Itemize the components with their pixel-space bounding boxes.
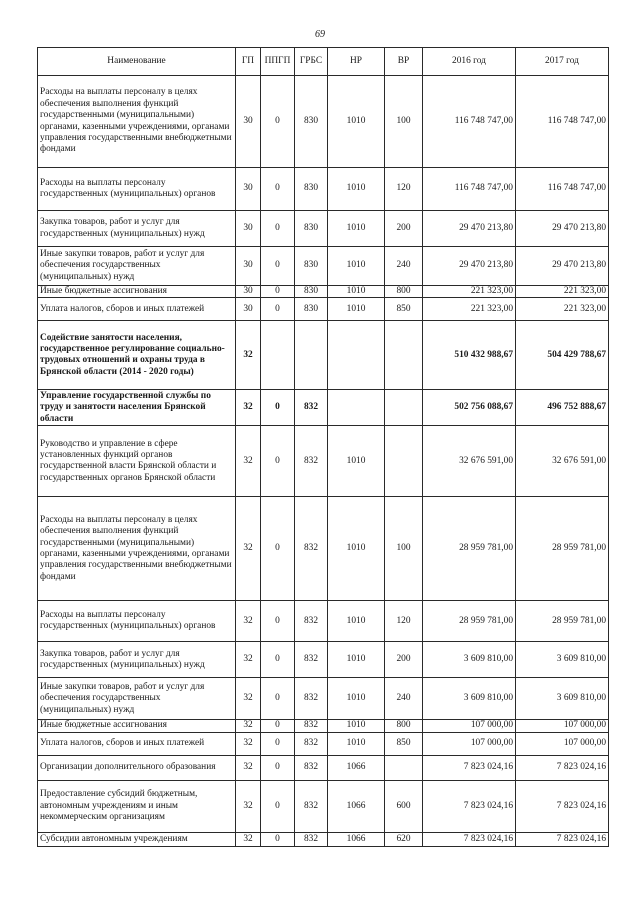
table-row [38,390,609,426]
cell-vr: 240 [385,678,423,720]
cell-2017: 3 609 810,00 [516,642,609,678]
cell-2016: 107 000,00 [423,720,516,732]
cell-grbs: 832 [295,678,328,720]
cell-ppgp [261,321,295,390]
cell-ppgp: 0 [261,76,295,168]
cell-ppgp: 0 [261,390,295,426]
cell-2017: 3 609 810,00 [516,678,609,720]
cell-nr: 1010 [328,298,385,321]
cell-gp: 30 [236,211,261,247]
cell-nr: 1010 [328,286,385,298]
cell-grbs: 832 [295,426,328,497]
cell-vr [385,321,423,390]
cell-2017: 107 000,00 [516,732,609,755]
cell-2017: 116 748 747,00 [516,168,609,211]
table-row [38,168,609,211]
cell-nr: 1010 [328,168,385,211]
cell-name: Предоставление субсидий бюджетным, автономным учреждениям и иным некоммерческим организациям [38,780,236,832]
cell-name: Субсидии автономным учреждениям [38,832,236,846]
cell-name: Руководство и управление в сфере установленных функций органов государственной власти Брянской области и государственных органов Брянской области [38,426,236,497]
cell-name: Расходы на выплаты персоналу в целях обеспечения выполнения функций государственными (муниципальными) органами, казенными учреждениями, органами управления государственными внебюджетными фондами [38,497,236,601]
cell-name: Иные закупки товаров, работ и услуг для обеспечения государственных (муниципальных) нужд [38,247,236,286]
cell-name: Расходы на выплаты персоналу в целях обеспечения выполнения функций государственными (муниципальными) органами, казенными учреждениями, органами управления государственными внебюджетными фондами [38,76,236,168]
cell-2016: 7 823 024,16 [423,755,516,780]
header-vr: ВР [385,48,423,76]
cell-2016: 7 823 024,16 [423,832,516,846]
cell-name: Уплата налогов, сборов и иных платежей [38,298,236,321]
cell-ppgp: 0 [261,168,295,211]
cell-gp: 32 [236,642,261,678]
cell-name: Содействие занятости населения, государственное регулирование социально-трудовых отношений и охраны труда в Брянской области (2014 - 2020 годы) [38,321,236,390]
cell-2016: 28 959 781,00 [423,601,516,642]
cell-2017: 28 959 781,00 [516,497,609,601]
cell-nr: 1010 [328,720,385,732]
cell-2016: 32 676 591,00 [423,426,516,497]
cell-grbs: 830 [295,247,328,286]
cell-grbs: 830 [295,211,328,247]
cell-name: Закупка товаров, работ и услуг для государственных (муниципальных) нужд [38,211,236,247]
cell-ppgp: 0 [261,642,295,678]
cell-2016: 107 000,00 [423,732,516,755]
cell-gp: 32 [236,321,261,390]
cell-grbs: 830 [295,298,328,321]
table-row [38,642,609,678]
cell-nr: 1010 [328,642,385,678]
cell-2017: 28 959 781,00 [516,601,609,642]
cell-gp: 30 [236,298,261,321]
cell-gp: 32 [236,732,261,755]
table-row [38,321,609,390]
cell-name: Иные закупки товаров, работ и услуг для обеспечения государственных (муниципальных) нужд [38,678,236,720]
cell-2017: 29 470 213,80 [516,211,609,247]
cell-name: Иные бюджетные ассигнования [38,720,236,732]
cell-nr: 1010 [328,426,385,497]
cell-nr: 1010 [328,678,385,720]
cell-nr: 1010 [328,76,385,168]
cell-ppgp: 0 [261,286,295,298]
cell-vr: 800 [385,720,423,732]
cell-ppgp: 0 [261,426,295,497]
cell-2017: 7 823 024,16 [516,780,609,832]
cell-vr [385,390,423,426]
table-row [38,780,609,832]
cell-grbs: 830 [295,286,328,298]
header-ppgp: ППГП [261,48,295,76]
table-row [38,832,609,846]
header-2016: 2016 год [423,48,516,76]
cell-nr: 1010 [328,211,385,247]
cell-gp: 32 [236,720,261,732]
cell-2016: 502 756 088,67 [423,390,516,426]
cell-ppgp: 0 [261,247,295,286]
cell-nr [328,321,385,390]
table-row [38,298,609,321]
cell-2017: 7 823 024,16 [516,832,609,846]
cell-2016: 3 609 810,00 [423,642,516,678]
cell-2016: 3 609 810,00 [423,678,516,720]
cell-2016: 510 432 988,67 [423,321,516,390]
header-nr: НР [328,48,385,76]
cell-vr: 120 [385,168,423,211]
cell-grbs: 832 [295,390,328,426]
cell-vr: 850 [385,298,423,321]
cell-2017: 496 752 888,67 [516,390,609,426]
cell-nr: 1010 [328,732,385,755]
cell-vr: 600 [385,780,423,832]
cell-gp: 30 [236,168,261,211]
cell-vr [385,426,423,497]
cell-grbs: 830 [295,76,328,168]
cell-2016: 221 323,00 [423,286,516,298]
cell-ppgp: 0 [261,298,295,321]
cell-2016: 29 470 213,80 [423,247,516,286]
cell-2016: 116 748 747,00 [423,168,516,211]
cell-gp: 30 [236,76,261,168]
cell-gp: 32 [236,832,261,846]
cell-gp: 32 [236,780,261,832]
cell-2017: 107 000,00 [516,720,609,732]
cell-nr: 1066 [328,780,385,832]
cell-ppgp: 0 [261,497,295,601]
cell-vr: 200 [385,211,423,247]
cell-2016: 7 823 024,16 [423,780,516,832]
table-row [38,755,609,780]
cell-2016: 29 470 213,80 [423,211,516,247]
header-name: Наименование [38,48,236,76]
cell-gp: 32 [236,390,261,426]
cell-2017: 221 323,00 [516,286,609,298]
table-row [38,678,609,720]
cell-vr [385,755,423,780]
cell-name: Иные бюджетные ассигнования [38,286,236,298]
cell-gp: 32 [236,678,261,720]
cell-vr: 800 [385,286,423,298]
table-row [38,720,609,732]
cell-ppgp: 0 [261,780,295,832]
cell-gp: 32 [236,601,261,642]
cell-2016: 28 959 781,00 [423,497,516,601]
cell-ppgp: 0 [261,601,295,642]
cell-grbs: 832 [295,497,328,601]
cell-2017: 116 748 747,00 [516,76,609,168]
header-gp: ГП [236,48,261,76]
cell-grbs: 830 [295,168,328,211]
cell-grbs: 832 [295,601,328,642]
cell-grbs: 832 [295,720,328,732]
cell-2017: 221 323,00 [516,298,609,321]
cell-vr: 240 [385,247,423,286]
cell-nr [328,390,385,426]
cell-nr: 1010 [328,601,385,642]
cell-ppgp: 0 [261,732,295,755]
cell-2016: 221 323,00 [423,298,516,321]
header-2017: 2017 год [516,48,609,76]
cell-grbs: 832 [295,832,328,846]
budget-table [37,47,609,847]
cell-grbs: 832 [295,732,328,755]
page-number: 69 [315,29,325,40]
header-row [38,48,609,76]
cell-vr: 200 [385,642,423,678]
cell-name: Расходы на выплаты персоналу государственных (муниципальных) органов [38,168,236,211]
cell-vr: 100 [385,497,423,601]
cell-grbs [295,321,328,390]
table-row [38,76,609,168]
header-grbs: ГРБС [295,48,328,76]
cell-ppgp: 0 [261,720,295,732]
cell-name: Организации дополнительного образования [38,755,236,780]
cell-nr: 1066 [328,832,385,846]
table-row [38,601,609,642]
cell-gp: 30 [236,286,261,298]
cell-name: Закупка товаров, работ и услуг для государственных (муниципальных) нужд [38,642,236,678]
cell-gp: 32 [236,426,261,497]
cell-ppgp: 0 [261,678,295,720]
cell-2017: 29 470 213,80 [516,247,609,286]
cell-2017: 7 823 024,16 [516,755,609,780]
cell-ppgp: 0 [261,211,295,247]
cell-2017: 32 676 591,00 [516,426,609,497]
cell-2017: 504 429 788,67 [516,321,609,390]
cell-gp: 30 [236,247,261,286]
cell-vr: 620 [385,832,423,846]
cell-ppgp: 0 [261,832,295,846]
table-row [38,732,609,755]
cell-vr: 100 [385,76,423,168]
table-row [38,286,609,298]
cell-grbs: 832 [295,755,328,780]
cell-vr: 120 [385,601,423,642]
cell-name: Управление государственной службы по труду и занятости населения Брянской области [38,390,236,426]
table-row [38,211,609,247]
table-row [38,497,609,601]
cell-ppgp: 0 [261,755,295,780]
cell-name: Уплата налогов, сборов и иных платежей [38,732,236,755]
table-row [38,426,609,497]
cell-name: Расходы на выплаты персоналу государственных (муниципальных) органов [38,601,236,642]
cell-nr: 1066 [328,755,385,780]
cell-gp: 32 [236,497,261,601]
cell-vr: 850 [385,732,423,755]
cell-gp: 32 [236,755,261,780]
cell-nr: 1010 [328,497,385,601]
cell-grbs: 832 [295,780,328,832]
cell-grbs: 832 [295,642,328,678]
cell-nr: 1010 [328,247,385,286]
cell-2016: 116 748 747,00 [423,76,516,168]
table-row [38,247,609,286]
